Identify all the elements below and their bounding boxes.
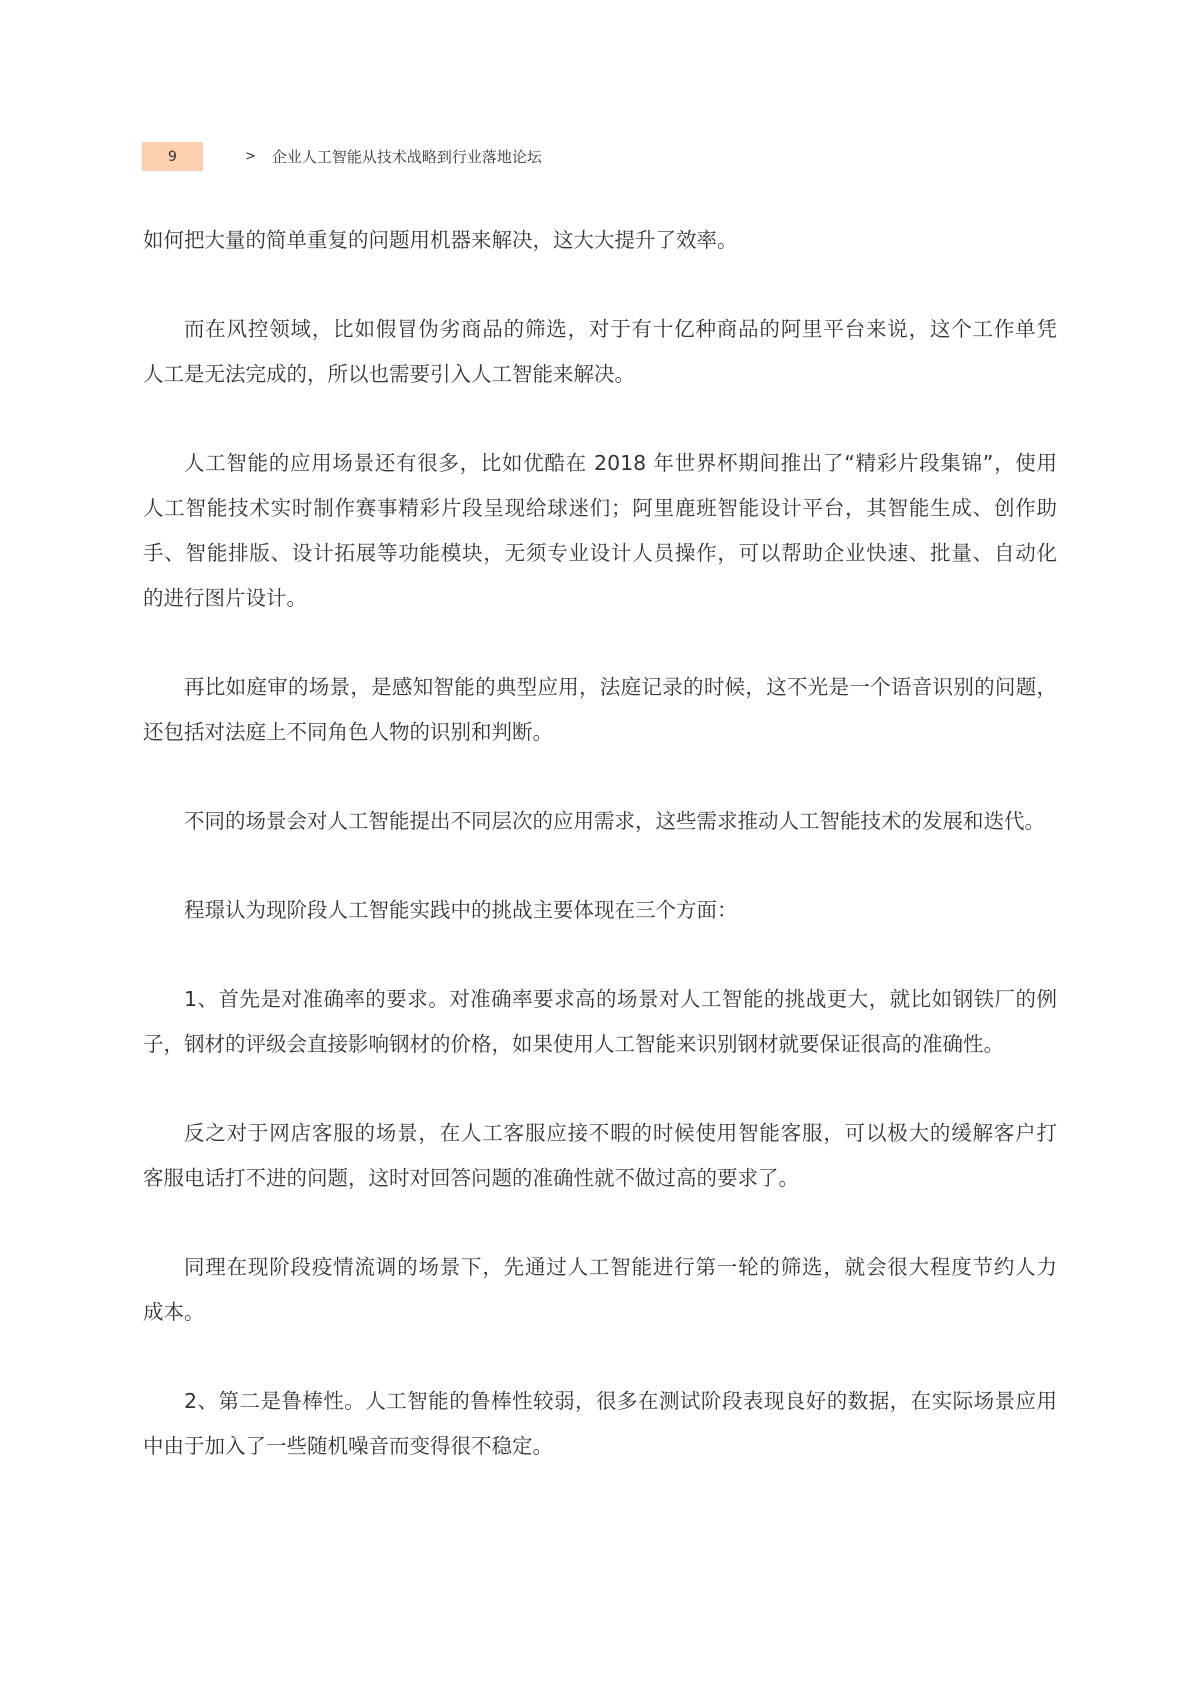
paragraph-line: 同理在现阶段疫情流调的场景下，先通过人工智能进行第一轮的筛选，就会很大程度节约人力 <box>184 1255 1057 1279</box>
paragraph-line: 如何把大量的简单重复的问题用机器来解决，这大大提升了效率。 <box>143 228 738 252</box>
paragraph <box>143 1111 1057 1201</box>
paragraph-line: 的进行图片设计。 <box>143 586 307 610</box>
paragraph-line: 子，钢材的评级会直接影响钢材的价格，如果使用人工智能来识别钢材就要保证很高的准确性。 <box>143 1032 1004 1056</box>
paragraph <box>143 888 1057 933</box>
paragraph <box>143 1245 1057 1335</box>
paragraph-line: 程璟认为现阶段人工智能实践中的挑战主要体现在三个方面： <box>184 898 738 922</box>
paragraph-line: 1、首先是对准确率的要求。对准确率要求高的场景对人工智能的挑战更大，就比如钢铁厂的例 <box>184 987 1057 1011</box>
page-number-badge: 9 <box>142 142 203 171</box>
paragraph-line: 再比如庭审的场景，是感知智能的典型应用，法庭记录的时候，这不光是一个语音识别的问题， <box>184 675 1057 699</box>
paragraph-line: 人工智能的应用场景还有很多，比如优酷在 2018 年世界杯期间推出了“精彩片段集锦”，使用 <box>184 451 1057 475</box>
paragraph-line: 反之对于网店客服的场景，在人工客服应接不暇的时候使用智能客服，可以极大的缓解客户打 <box>184 1121 1057 1145</box>
paragraph-line: 中由于加入了一些随机噪音而变得很不稳定。 <box>143 1434 553 1458</box>
paragraph <box>143 1379 1057 1469</box>
paragraph <box>143 307 1057 397</box>
paragraph <box>143 977 1057 1067</box>
paragraph <box>143 218 1057 263</box>
header-title: 企业人工智能从技术战略到行业落地论坛 <box>271 148 542 166</box>
paragraph-line: 人工智能技术实时制作赛事精彩片段呈现给球迷们；阿里鹿班智能设计平台，其智能生成、创作助 <box>143 496 1057 520</box>
paragraph-line: 客服电话打不进的问题，这时对回答问题的准确性就不做过高的要求了。 <box>143 1166 799 1190</box>
paragraph-line: 还包括对法庭上不同角色人物的识别和判断。 <box>143 720 553 744</box>
page-header <box>142 142 542 171</box>
paragraph-line: 手、智能排版、设计拓展等功能模块，无须专业设计人员操作，可以帮助企业快速、批量、自动化 <box>143 541 1057 565</box>
paragraph-line: 而在风控领域，比如假冒伪劣商品的筛选，对于有十亿种商品的阿里平台来说，这个工作单凭 <box>184 317 1057 341</box>
paragraph-line: 人工是无法完成的，所以也需要引入人工智能来解决。 <box>143 362 635 386</box>
paragraph-line: 不同的场景会对人工智能提出不同层次的应用需求，这些需求推动人工智能技术的发展和迭代。 <box>184 809 1045 833</box>
paragraph <box>143 665 1057 755</box>
paragraph-line: 成本。 <box>143 1300 205 1324</box>
paragraph <box>143 441 1057 621</box>
paragraph <box>143 799 1057 844</box>
paragraph-line: 2、第二是鲁棒性。人工智能的鲁棒性较弱，很多在测试阶段表现良好的数据，在实际场景应用 <box>184 1389 1057 1413</box>
chevron-right-icon: > <box>245 149 256 164</box>
document-body <box>143 218 1057 1513</box>
